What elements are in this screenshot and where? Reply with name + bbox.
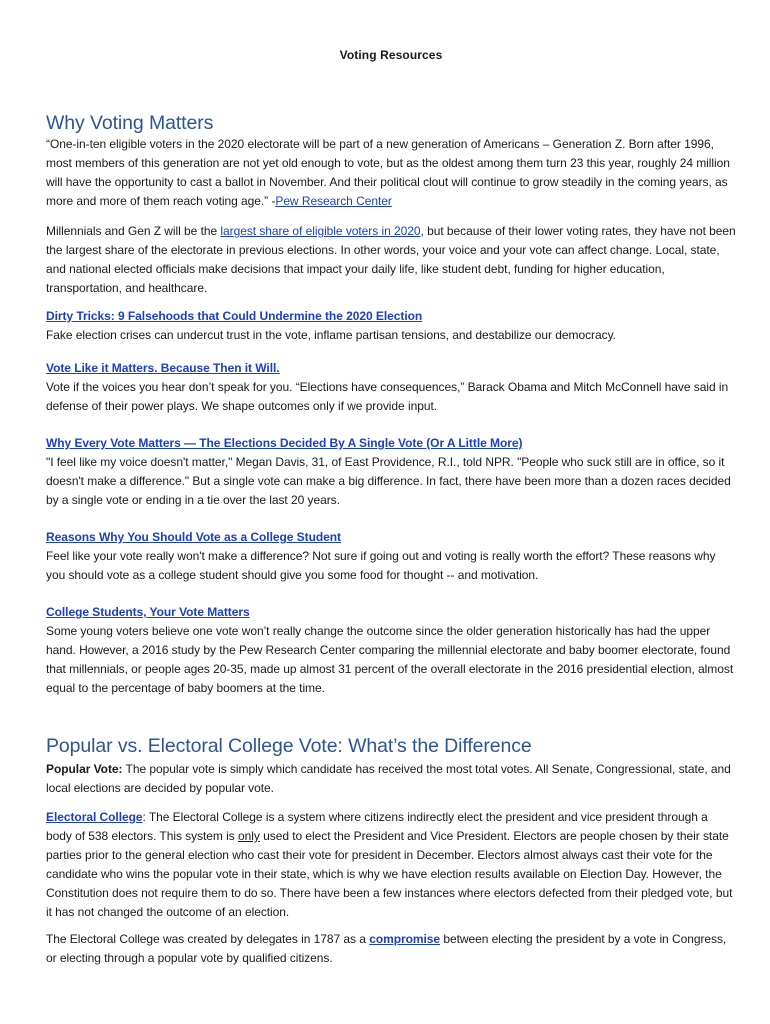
- article-link-every-vote-matters[interactable]: Why Every Vote Matters — The Elections Decided By A Single Vote (Or A Little More): [46, 436, 523, 450]
- electoral-only-emphasis: only: [238, 829, 260, 843]
- document-title: Voting Resources: [339, 48, 443, 62]
- article-body-college-students-vote-matters: Some young voters believe one vote won’t really change the outcome since the older generation historically has had the upper hand. However, a 2016 study by the Pew Research Center comparing the millennial electorate and baby boomer electorate, found that millennials, or people ages 20-35, made up almost 31 percent of the overall electorate in the 2016 presidential election, almost equal to the percentage of baby boomers at the time.: [46, 624, 734, 695]
- article-body-dirty-tricks: Fake election crises can undercut trust in the vote, inflame partisan tensions, and destabilize our democracy.: [46, 328, 616, 342]
- pew-quote-text: “One-in-ten eligible voters in the 2020 electorate will be part of a new generation of Americans – Generation Z. Born after 1996, most members of this generation are not yet old enough to vote, but as the oldest among them turn 23 this year, roughly 24 million will have the opportunity to cast a ballot in November. And their political clout will continue to grow steadily in the coming years, as more and more of them reach voting age.” -: [46, 137, 730, 208]
- heading-why-voting-matters: Why Voting Matters: [46, 112, 214, 134]
- article-link-college-student-reasons[interactable]: Reasons Why You Should Vote as a College Student: [46, 530, 341, 544]
- popular-vote-label: Popular Vote:: [46, 762, 123, 776]
- compromise-link[interactable]: compromise: [369, 932, 441, 946]
- millennials-text-pre: Millennials and Gen Z will be the: [46, 224, 221, 238]
- article-every-vote-matters: [46, 434, 736, 510]
- article-body-college-student-reasons: Feel like your vote really won't make a difference? Not sure if going out and voting is really worth the effort? These reasons why you should vote as a college student should give you some food for thought -- and motivation.: [46, 549, 716, 582]
- electoral-college-paragraph: [46, 808, 736, 922]
- article-college-students-vote-matters: [46, 603, 736, 698]
- pew-quote-paragraph: [46, 135, 736, 211]
- article-vote-like-it-matters: [46, 359, 736, 416]
- article-link-dirty-tricks[interactable]: Dirty Tricks: 9 Falsehoods that Could Undermine the 2020 Election: [46, 309, 423, 323]
- heading-popular-vs-electoral: Popular vs. Electoral College Vote: What’s the Difference: [46, 735, 532, 757]
- created-text-post: between electing the president by a vote in Congress, or electing through a popular vote by qualified citizens.: [46, 932, 727, 965]
- article-link-college-students-vote-matters[interactable]: College Students, Your Vote Matters: [46, 605, 250, 619]
- millennials-paragraph: [46, 222, 736, 298]
- largest-share-link[interactable]: largest share of eligible voters in 2020: [220, 224, 421, 238]
- article-body-every-vote-matters: "I feel like my voice doesn't matter," Megan Davis, 31, of East Providence, R.I., told NPR. "People who suck still are in office, so it doesn't make a difference." But a single vote can make a big difference. In fact, there have been more than a dozen races decided by a single vote or ending in a tie over the last 20 years.: [46, 455, 731, 507]
- electoral-created-paragraph: [46, 930, 736, 968]
- electoral-text-post: used to elect the President and Vice President. Electors are people chosen by their state parties prior to the general election who cast their vote for president in December. Electors almost always cast their vote for the candidate who wins the popular vote in their state, which is why we have election results available on Election Day. However, the Constitution does not require them to do so. There have been a few instances where electors defected from their pledged vote, but it has not changed the outcome of an election.: [46, 829, 733, 919]
- article-dirty-tricks: [46, 307, 736, 345]
- electoral-text-pre: : The Electoral College is a system where citizens indirectly elect the president and vice president through a body of 538 electors. This system is: [46, 810, 708, 843]
- popular-vote-paragraph: [46, 760, 736, 798]
- pew-research-center-link[interactable]: Pew Research Center: [275, 194, 392, 208]
- millennials-text-post: , but because of their lower voting rates, they have not been the largest share of the electorate in previous elections. In other words, your voice and your vote can affect change. Local, state, and national elected officials make decisions that impact your daily life, like student debt, funding for higher education, transportation, and healthcare.: [46, 224, 736, 295]
- article-body-vote-like-it-matters: Vote if the voices you hear don’t speak for you. “Elections have consequences,” Barack Obama and Mitch McConnell have said in defense of their power plays. We shape outcomes only if we provide input.: [46, 380, 729, 413]
- created-text-pre: The Electoral College was created by delegates in 1787 as a: [46, 932, 370, 946]
- article-college-student-reasons: [46, 528, 736, 585]
- popular-vote-text: The popular vote is simply which candidate has received the most total votes. All Senate, Congressional, state, and local elections are decided by popular vote.: [46, 762, 731, 795]
- electoral-college-link[interactable]: Electoral College: [46, 810, 143, 824]
- article-link-vote-like-it-matters[interactable]: Vote Like it Matters. Because Then it Will.: [46, 361, 280, 375]
